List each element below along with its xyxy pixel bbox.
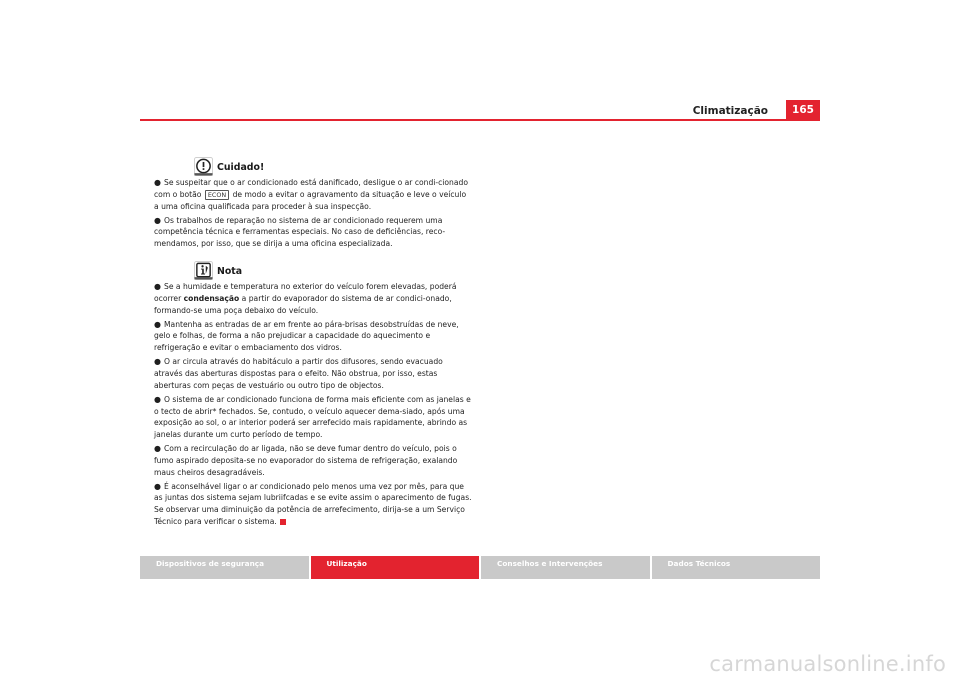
bullet-icon: ● — [154, 444, 161, 454]
nav-tab-utilizacao[interactable]: Utilização — [311, 556, 480, 579]
header-rule — [140, 119, 820, 121]
nav-tab-conselhos-e-intervencoes[interactable]: Conselhos e Intervenções — [481, 556, 650, 579]
note-heading — [194, 258, 472, 280]
page-number: 165 — [786, 100, 820, 119]
bullet-icon: ● — [154, 357, 161, 367]
caution-heading — [194, 154, 472, 176]
note-paragraph-3: ● O ar circula através do habitáculo a partir dos difusores, sendo evacuado através das aberturas dispostas para o efeito. Não obstrua, por isso, estas aberturas com peças de vestuário ou outro tipo de objectos. — [154, 357, 443, 390]
caution-title: Cuidado! — [217, 162, 265, 174]
bottom-nav — [140, 556, 820, 579]
note-paragraph-1: ● Se a humidade e temperatura no exterior do veículo forem elevadas, poderá ocorrer condensação a partir do evaporador do sistema de ar condici-onado, formando-se uma poça debaixo do veículo. — [154, 281, 457, 315]
end-of-section-icon — [280, 519, 286, 525]
caution-paragraph-2: ● Os trabalhos de reparação no sistema de ar condicionado requerem uma competência técnica e ferramentas especiais. No caso de deficiências, reco-mendamos, por isso, que se dirija a uma oficina especializada. — [154, 215, 446, 249]
econ-key: ECON — [205, 190, 229, 200]
header-title: Climatização — [692, 105, 768, 117]
note-paragraph-5: ● Com a recirculação do ar ligada, não se deve fumar dentro do veículo, pois o fumo aspirado deposita-se no evaporador do sistema de refrigeração, exalando maus cheiros desagradáveis. — [154, 444, 458, 477]
caution-paragraph-1: ● Se suspeitar que o ar condicionado está danificado, desligue o ar condi-cionado com o botão ECON de modo a evitar o agravamento da situação e leve o veículo a uma oficina qualificada para proceder à sua inspecção. — [154, 178, 468, 211]
bullet-icon: ● — [154, 178, 161, 187]
note-paragraph-2: ● Mantenha as entradas de ar em frente ao pára-brisas desobstruídas de neve, gelo e folhas, de forma a não prejudicar a capacidade do aquecimento e refrigeração e evitar o embaciamento dos vidros. — [154, 319, 459, 353]
watermark: carmanualsonline.info — [709, 652, 946, 676]
note-paragraph-6: ● É aconselhável ligar o ar condicionado pelo menos uma vez por mês, para que as juntas dos sistema sejam lubriifcadas e se evite assim o aparecimento de fugas. Se observar uma diminuição da potência de arrefecimento, dirija-se a um Serviço Técnico para verificar o sistema. — [154, 481, 472, 527]
nav-tab-dados-tecnicos[interactable]: Dados Técnicos — [652, 556, 821, 579]
bullet-icon: ● — [154, 215, 161, 225]
bullet-icon: ● — [154, 281, 161, 291]
note-title: Nota — [217, 266, 243, 278]
bullet-icon: ● — [154, 481, 161, 491]
content-column — [154, 154, 472, 530]
warning-icon — [194, 157, 213, 176]
note-paragraph-4: ● O sistema de ar condicionado funciona de forma mais eficiente com as janelas e o tecto de abrir* fechados. Se, contudo, o veículo aquecer dema-siado, após uma exposição ao sol, o ar interior poderá ser arrefecido mais rapidamente, abrindo as janelas durante um curto período de tempo. — [154, 394, 471, 440]
nav-tab-dispositivos-de-seguranca[interactable]: Dispositivos de segurança — [140, 556, 309, 579]
info-icon — [194, 261, 213, 280]
bullet-icon: ● — [154, 319, 161, 329]
bullet-icon: ● — [154, 394, 161, 404]
